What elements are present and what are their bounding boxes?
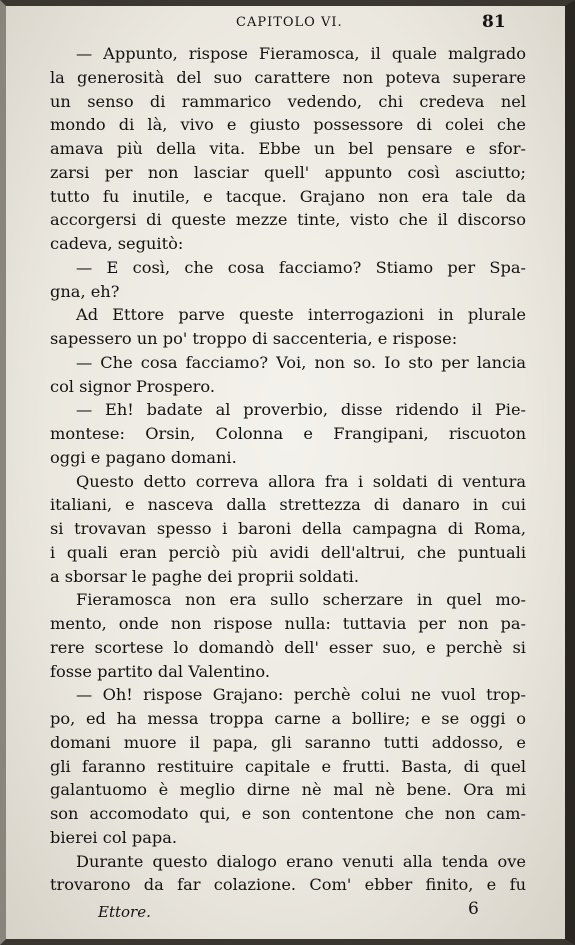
text-line: Ad Ettore parve queste interrogazioni in plurale	[76, 305, 526, 325]
text-line: — Che cosa facciamo? Voi, non so. Io sto per lancia	[76, 352, 526, 372]
text-line: tutto fu inutile, e tacque. Grajano non era tale da	[50, 186, 526, 206]
text-line: italiani, e nasceva dalla strettezza di danaro in cui	[50, 495, 526, 515]
text-line: zarsi per non lasciar quell' appunto così asciutto;	[50, 162, 526, 182]
text-line: sapessero un po' troppo di saccenteria, e rispose:	[50, 329, 458, 348]
text-line: gli faranno restituire capitale e frutti. Basta, di quel	[50, 756, 526, 776]
text-line: po, ed ha messa troppa carne a bollire; e se oggi o	[50, 709, 526, 728]
text-line: montese: Orsin, Colonna e Frangipani, riscuoton	[50, 424, 526, 443]
text-line: mento, onde non rispose nulla: tuttavia per non pa-	[50, 614, 526, 633]
text-line: si trovavan spesso i baroni della campagna di Roma,	[50, 519, 526, 538]
text-line: — Oh! rispose Grajano: perchè colui ne vuol trop-	[76, 685, 526, 705]
text-line: rere scortese lo domandò dell' esser suo, e perchè si	[50, 637, 526, 657]
text-line: a sborsar le paghe dei proprii soldati.	[50, 566, 360, 586]
footer-signature-mark: 6	[468, 899, 479, 919]
text-line: un senso di rammarico vedendo, chi credeva nel	[50, 91, 526, 111]
text-line: galantuomo è meglio dirne nè mal nè bene. Ora mi	[50, 780, 526, 800]
text-line: accorgersi di queste mezze tinte, visto che il discorso	[50, 210, 526, 230]
text-line: amava più della vita. Ebbe un bel pensare e sfor-	[50, 139, 526, 158]
text-line: Questo detto correva allora fra i soldati di ventura	[76, 471, 526, 491]
text-line: — Eh! badate al proverbio, disse ridendo il Pie-	[76, 400, 526, 420]
footer-catchword: Ettore.	[98, 903, 151, 921]
text-line: cadeva, seguitò:	[50, 234, 184, 253]
text-line: fosse partito dal Valentino.	[50, 661, 270, 681]
text-line: mondo di là, vivo e giusto possessore di colei che	[50, 115, 526, 135]
text-line: Fieramosca non era sullo scherzare in quel mo-	[76, 590, 526, 610]
text-line: — Appunto, rispose Fieramosca, il quale malgrado	[76, 44, 526, 63]
page-header	[6, 6, 565, 34]
text-line: la generosità del suo carattere non poteva superare	[50, 67, 526, 87]
text-line: col signor Prospero.	[50, 376, 216, 396]
text-line: bierei col papa.	[50, 827, 178, 847]
body-text	[50, 42, 526, 897]
page-number: 81	[482, 12, 506, 32]
text-line: domani muore il papa, gli saranno tutti addosso, e	[50, 732, 526, 752]
running-title: CAPITOLO VI.	[236, 15, 343, 30]
text-line: trovarono da far colazione. Com' ebber finito, e fu	[50, 875, 526, 895]
text-line: oggi e pagano domani.	[50, 447, 237, 467]
text-line: — E così, che cosa facciamo? Stiamo per Spa-	[76, 257, 526, 277]
text-line: Durante questo dialogo erano venuti alla tenda ove	[76, 851, 526, 871]
text-line: gna, eh?	[50, 281, 120, 301]
text-line: i quali eran perciò più avidi dell'altrui, che puntuali	[50, 542, 526, 562]
text-line: son accomodato qui, e son contentone che non cam-	[50, 804, 526, 823]
